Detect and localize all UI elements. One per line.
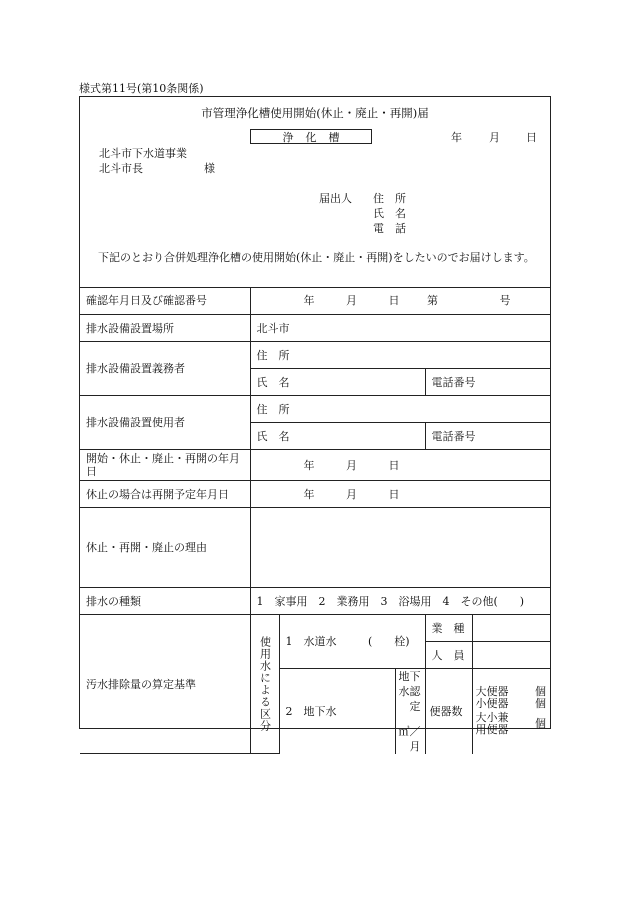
row-confirm <box>80 287 550 314</box>
row-obligor-address <box>80 341 550 368</box>
tank-label-box: 浄化槽 <box>250 129 372 144</box>
location-label: 排水設備設置場所 <box>80 314 250 341</box>
row-location <box>80 314 550 341</box>
obligor-address[interactable]: 住 所 <box>250 341 550 368</box>
form-table <box>80 287 550 754</box>
combined-toilet-label-2: 用便器 <box>475 723 509 736</box>
obligor-phone[interactable]: 電話番号 <box>425 368 550 395</box>
reason-label: 休止・再開・廃止の理由 <box>80 507 250 587</box>
user-label: 排水設備設置使用者 <box>80 395 250 449</box>
water-category-label: 使用水による区分 <box>250 614 279 754</box>
date-day: 日 <box>526 131 537 144</box>
groundwater-cert-cell[interactable] <box>395 668 425 754</box>
obligor-label: 排水設備設置義務者 <box>80 341 250 395</box>
form-title: 市管理浄化槽使用開始(休止・廃止・再開)届 <box>201 106 429 120</box>
user-phone[interactable]: 電話番号 <box>425 422 550 449</box>
resume-date-label: 休止の場合は再開予定年月日 <box>80 480 250 507</box>
groundwater-unit: ㎥／月 <box>398 724 421 753</box>
start-date-label: 開始・休止・廃止・再開の年月日 <box>80 449 250 480</box>
row-sewage-1 <box>80 614 550 641</box>
applicant-phone: 電 話 <box>373 222 406 235</box>
form-number: 様式第11号(第10条関係) <box>79 82 204 95</box>
sewage-basis-label: 汚水排除量の算定基準 <box>80 614 250 754</box>
drain-type-options[interactable]: 1 家事用 2 業務用 3 浴場用 4 その他( ) <box>250 587 550 614</box>
date-year: 年 <box>451 131 462 144</box>
form-header-section <box>80 97 550 288</box>
business-type-value[interactable] <box>472 614 550 641</box>
water-tap-unit: ( 栓) <box>368 635 410 648</box>
resume-date-value[interactable]: 年 月 日 <box>250 480 550 507</box>
start-date-value[interactable]: 年 月 日 <box>250 449 550 480</box>
small-toilet-label: 小便器 <box>475 697 509 710</box>
combined-toilet-label-1: 大小兼 <box>475 711 509 724</box>
applicant-label: 届出人 <box>319 192 352 205</box>
small-toilet-unit: 個 <box>535 697 547 710</box>
applicant-address: 住 所 <box>373 192 406 205</box>
obligor-name[interactable]: 氏 名 <box>250 368 425 395</box>
persons-label: 人 員 <box>425 641 472 668</box>
large-toilet-label: 大便器 <box>475 685 509 698</box>
row-resume-date <box>80 480 550 507</box>
combined-toilet-unit: 個 <box>535 717 547 730</box>
date-month: 月 <box>489 131 500 144</box>
confirm-label: 確認年月日及び確認番号 <box>80 287 250 314</box>
addressee-honorific: 様 <box>204 162 215 175</box>
applicant-name: 氏 名 <box>373 207 406 220</box>
persons-value[interactable] <box>472 641 550 668</box>
row-reason <box>80 507 550 587</box>
row-drain-type <box>80 587 550 614</box>
addressee-line2: 北斗市長 <box>99 162 143 175</box>
toilets-breakdown[interactable] <box>472 668 550 754</box>
user-name[interactable]: 氏 名 <box>250 422 425 449</box>
user-address[interactable]: 住 所 <box>250 395 550 422</box>
location-value[interactable]: 北斗市 <box>250 314 550 341</box>
confirm-value[interactable]: 年 月 日 第 号 <box>250 287 550 314</box>
groundwater-label: 2 地下水 <box>279 668 395 754</box>
large-toilet-unit: 個 <box>535 685 547 698</box>
reason-value[interactable] <box>250 507 550 587</box>
business-type-label: 業 種 <box>425 614 472 641</box>
groundwater-cert-label: 地下水認定 <box>398 669 421 713</box>
drain-type-label: 排水の種類 <box>80 587 250 614</box>
water-tap-cell[interactable] <box>279 614 425 668</box>
row-user-address <box>80 395 550 422</box>
statement-text: 下記のとおり合併処理浄化槽の使用開始(休止・廃止・再開)をしたいのでお届けします。 <box>98 251 535 264</box>
notification-form <box>79 96 551 753</box>
addressee-line1: 北斗市下水道事業 <box>99 147 187 160</box>
toilets-label: 便器数 <box>425 668 472 754</box>
row-start-date <box>80 449 550 480</box>
water-tap-label: 1 水道水 <box>285 635 337 648</box>
